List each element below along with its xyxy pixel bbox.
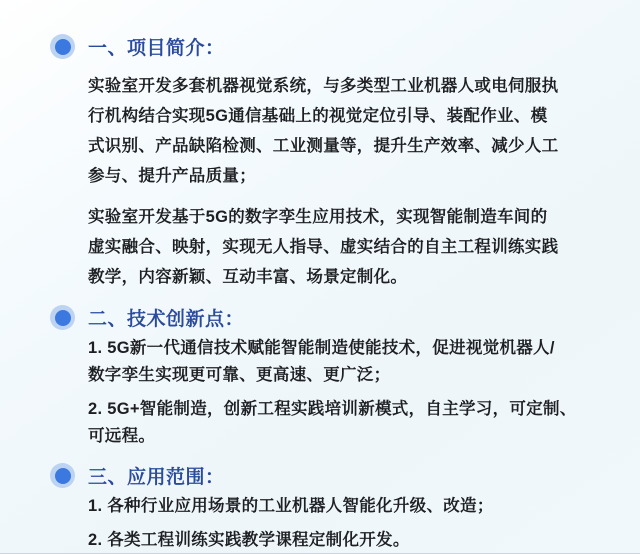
text-line: 行机构结合实现5G通信基础上的视觉定位引导、装配作业、模 [88, 107, 548, 125]
text-line: 数字孪生实现更可靠、更高速、更广泛； [88, 366, 391, 384]
text-line: 2. 5G+智能制造，创新工程实践培训新模式，自主学习，可定制、 [88, 400, 577, 418]
bullet-dot-icon [55, 39, 71, 55]
numbered-item [88, 493, 640, 520]
section-heading: 三、应用范围： [88, 467, 225, 488]
section-heading: 二、技术创新点： [88, 309, 245, 330]
bullet-dot-icon [55, 468, 71, 484]
section-heading: 一、项目简介： [88, 38, 225, 59]
text-line: 式识别、产品缺陷检测、工业测量等，提升生产效率、减少人工 [88, 137, 559, 155]
section-bullet-icon [50, 463, 75, 488]
section-heading-row [50, 33, 640, 60]
document-content [0, 33, 640, 554]
paragraph [88, 71, 640, 191]
text-line: 1. 各种行业应用场景的工业机器人智能化升级、改造； [88, 497, 494, 515]
section-heading-row [50, 304, 640, 331]
section-heading-row [50, 462, 640, 489]
text-line: 可远程。 [88, 427, 156, 445]
text-line: 参与、提升产品质量； [88, 167, 256, 185]
section-bullet-icon [50, 34, 75, 59]
text-line: 实验室开发基于5G的数字孪生应用技术，实现智能制造车间的 [88, 208, 548, 226]
bullet-dot-icon [55, 310, 71, 326]
text-line: 2. 各类工程训练实践教学课程定制化开发。 [88, 531, 410, 549]
paragraph [88, 202, 640, 292]
text-line: 虚实融合、映射，实现无人指导、虚实结合的自主工程训练实践 [88, 238, 559, 256]
numbered-item [88, 396, 640, 450]
numbered-item [88, 335, 640, 389]
text-line: 教学，内容新颖、互动丰富、场景定制化。 [88, 268, 408, 286]
text-line: 实验室开发多套机器视觉系统，与多类型工业机器人或电伺服执 [88, 77, 559, 95]
section-bullet-icon [50, 305, 75, 330]
text-line: 1. 5G新一代通信技术赋能智能制造使能技术，促进视觉机器人/ [88, 339, 555, 357]
numbered-item [88, 527, 640, 554]
